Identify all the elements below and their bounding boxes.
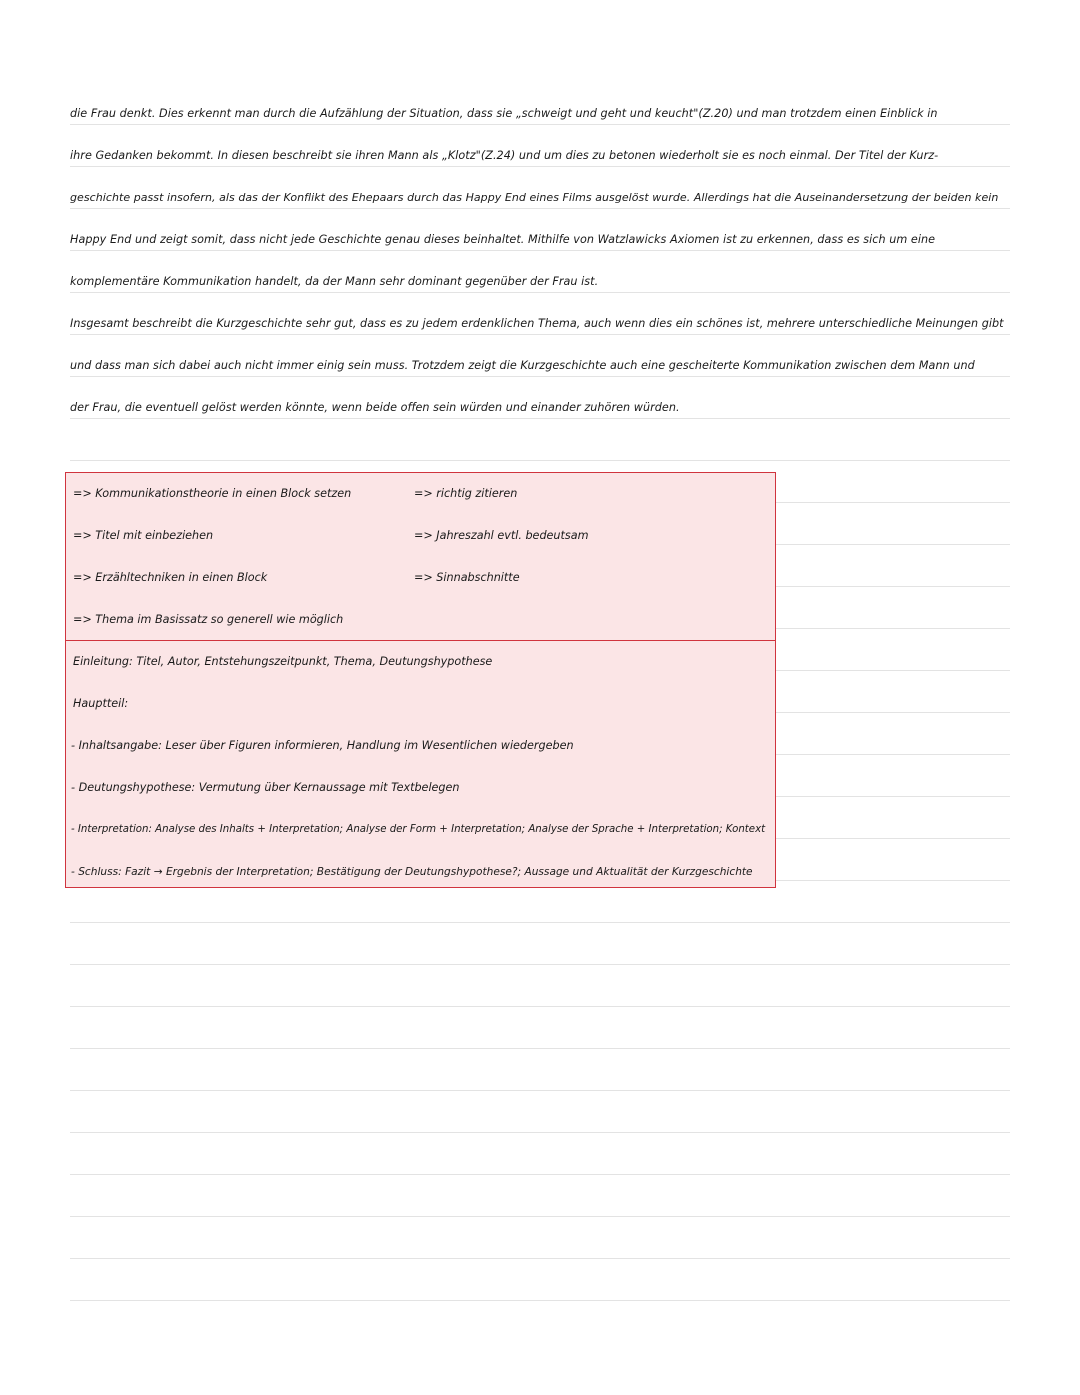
feedback-item: => Jahreszahl evtl. bedeutsam: [414, 529, 589, 542]
ruled-line: [70, 250, 1010, 251]
ruled-line: [70, 418, 1010, 419]
ruled-line: [70, 964, 1010, 965]
structure-item: - Deutungshypothese: Vermutung über Kernaussage mit Textbelegen: [71, 781, 460, 794]
structure-item: Einleitung: Titel, Autor, Entstehungszeitpunkt, Thema, Deutungshypothese: [73, 655, 493, 668]
paragraph-line: und dass man sich dabei auch nicht immer einig sein muss. Trotzdem zeigt die Kurzgeschichte auch eine gescheiterte Kommunikation zwischen dem Mann und: [70, 359, 975, 372]
ruled-line: [70, 1216, 1010, 1217]
paragraph-line: ihre Gedanken bekommt. In diesen beschreibt sie ihren Mann als „Klotz"(Z.24) und um dies zu betonen wiederholt sie es noch einmal. Der Titel der Kurz-: [70, 149, 939, 162]
paragraph-line: Happy End und zeigt somit, dass nicht jede Geschichte genau dieses beinhaltet. Mithilfe von Watzlawicks Axiomen ist zu erkennen, dass es sich um eine: [70, 233, 936, 246]
structure-item: Hauptteil:: [73, 697, 129, 710]
structure-item: - Interpretation: Analyse des Inhalts + Interpretation; Analyse der Form + Interpretation; Analyse der Sprache + Interpretation; Kontext: [71, 824, 766, 835]
feedback-item: => Kommunikationstheorie in einen Block setzen: [73, 487, 352, 500]
paragraph-line: die Frau denkt. Dies erkennt man durch die Aufzählung der Situation, dass sie „schweigt und geht und keucht"(Z.20) und man trotzdem einen Einblick in: [70, 107, 938, 120]
structure-item: - Inhaltsangabe: Leser über Figuren informieren, Handlung im Wesentlichen wiedergeben: [71, 739, 574, 752]
ruled-line: [70, 1174, 1010, 1175]
ruled-line: [70, 334, 1010, 335]
feedback-item: => Erzähltechniken in einen Block: [73, 571, 268, 584]
structure-item: - Schluss: Fazit → Ergebnis der Interpretation; Bestätigung der Deutungshypothese?; Aussage und Aktualität der Kurzgeschichte: [71, 866, 753, 878]
structure-box: [65, 640, 776, 888]
ruled-line: [70, 1132, 1010, 1133]
ruled-line: [70, 292, 1010, 293]
ruled-line: [70, 124, 1010, 125]
ruled-line: [70, 166, 1010, 167]
ruled-line: [70, 460, 1010, 461]
ruled-line: [70, 1048, 1010, 1049]
feedback-item: => Titel mit einbeziehen: [73, 529, 214, 542]
ruled-line: [70, 1006, 1010, 1007]
ruled-line: [70, 376, 1010, 377]
ruled-line: [70, 922, 1010, 923]
ruled-line: [70, 1258, 1010, 1259]
feedback-item: => richtig zitieren: [414, 487, 518, 500]
ruled-line: [70, 208, 1010, 209]
paragraph-line: der Frau, die eventuell gelöst werden könnte, wenn beide offen sein würden und einander zuhören würden.: [70, 401, 680, 414]
ruled-line: [70, 1090, 1010, 1091]
feedback-item: => Thema im Basissatz so generell wie möglich: [73, 613, 344, 626]
feedback-box: [65, 472, 776, 642]
feedback-item: => Sinnabschnitte: [414, 571, 520, 584]
paragraph-line: komplementäre Kommunikation handelt, da der Mann sehr dominant gegenüber der Frau ist.: [70, 275, 599, 288]
paragraph-line: Insgesamt beschreibt die Kurzgeschichte sehr gut, dass es zu jedem erdenklichen Thema, auch wenn dies ein schönes ist, mehrere unterschiedliche Meinungen gibt: [70, 317, 1004, 330]
ruled-line: [70, 1300, 1010, 1301]
paragraph-line: geschichte passt insofern, als das der Konflikt des Ehepaars durch das Happy End eines Films ausgelöst wurde. Allerdings hat die Auseinandersetzung der beiden kein: [70, 191, 999, 204]
